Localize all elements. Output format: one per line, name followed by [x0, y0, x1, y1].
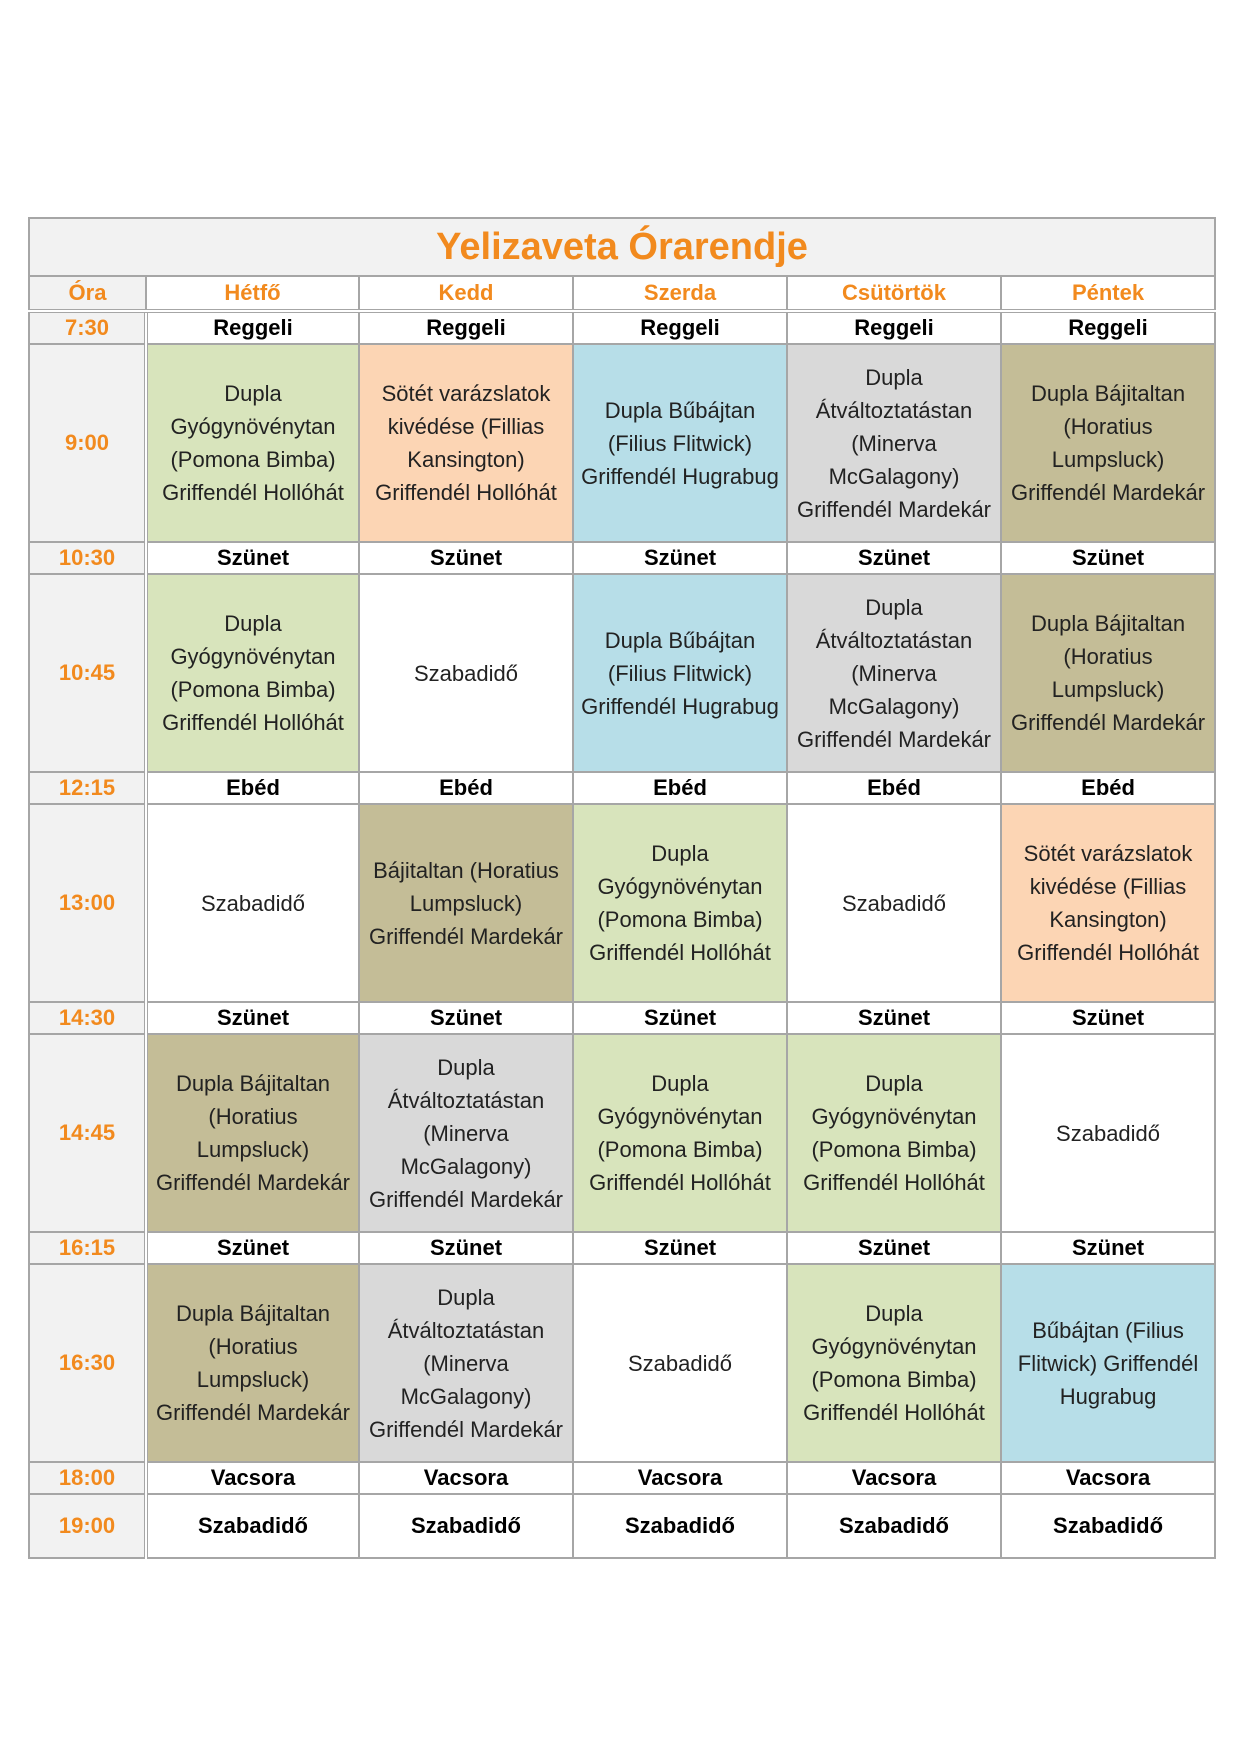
- lesson-cell-tuesday: Szabadidő: [359, 574, 573, 772]
- time-slot: 18:00: [29, 1462, 146, 1494]
- table-row: [29, 804, 1215, 1002]
- time-slot: 12:15: [29, 772, 146, 804]
- break-cell-wednesday: Szünet: [573, 1232, 787, 1264]
- lesson-cell-tuesday: Bájitaltan (Horatius Lumpsluck) Griffendél Mardekár: [359, 804, 573, 1002]
- timetable: [28, 217, 1216, 1559]
- table-row: [29, 772, 1215, 804]
- header-tuesday: Kedd: [359, 276, 573, 311]
- break-cell-monday: Szabadidő: [146, 1494, 359, 1558]
- break-cell-tuesday: Reggeli: [359, 311, 573, 344]
- header-thursday: Csütörtök: [787, 276, 1001, 311]
- break-cell-friday: Vacsora: [1001, 1462, 1215, 1494]
- break-cell-friday: Ebéd: [1001, 772, 1215, 804]
- break-cell-wednesday: Reggeli: [573, 311, 787, 344]
- lesson-cell-wednesday: Dupla Bűbájtan (Filius Flitwick) Griffendél Hugrabug: [573, 574, 787, 772]
- time-slot: 14:45: [29, 1034, 146, 1232]
- break-cell-monday: Reggeli: [146, 311, 359, 344]
- break-cell-thursday: Ebéd: [787, 772, 1001, 804]
- table-row: [29, 311, 1215, 344]
- break-cell-thursday: Szünet: [787, 1232, 1001, 1264]
- break-cell-tuesday: Szünet: [359, 1002, 573, 1034]
- lesson-cell-tuesday: Sötét varázslatok kivédése (Fillias Kansington) Griffendél Hollóhát: [359, 344, 573, 542]
- break-cell-friday: Reggeli: [1001, 311, 1215, 344]
- lesson-cell-wednesday: Dupla Gyógynövénytan (Pomona Bimba) Griffendél Hollóhát: [573, 1034, 787, 1232]
- timetable-body: [29, 311, 1215, 1558]
- break-cell-wednesday: Vacsora: [573, 1462, 787, 1494]
- lesson-cell-thursday: Dupla Gyógynövénytan (Pomona Bimba) Griffendél Hollóhát: [787, 1264, 1001, 1462]
- break-cell-tuesday: Ebéd: [359, 772, 573, 804]
- header-friday: Péntek: [1001, 276, 1215, 311]
- table-row: [29, 344, 1215, 542]
- header-time: Óra: [29, 276, 146, 311]
- break-cell-monday: Vacsora: [146, 1462, 359, 1494]
- header-wednesday: Szerda: [573, 276, 787, 311]
- time-slot: 10:45: [29, 574, 146, 772]
- break-cell-wednesday: Ebéd: [573, 772, 787, 804]
- lesson-cell-friday: Dupla Bájitaltan (Horatius Lumpsluck) Griffendél Mardekár: [1001, 344, 1215, 542]
- time-slot: 16:15: [29, 1232, 146, 1264]
- lesson-cell-monday: Dupla Gyógynövénytan (Pomona Bimba) Griffendél Hollóhát: [146, 574, 359, 772]
- timetable-title: Yelizaveta Órarendje: [29, 218, 1215, 276]
- break-cell-thursday: Vacsora: [787, 1462, 1001, 1494]
- time-slot: 10:30: [29, 542, 146, 574]
- lesson-cell-friday: Sötét varázslatok kivédése (Fillias Kansington) Griffendél Hollóhát: [1001, 804, 1215, 1002]
- header-monday: Hétfő: [146, 276, 359, 311]
- lesson-cell-wednesday: Szabadidő: [573, 1264, 787, 1462]
- break-cell-tuesday: Szünet: [359, 1232, 573, 1264]
- lesson-cell-monday: Dupla Bájitaltan (Horatius Lumpsluck) Griffendél Mardekár: [146, 1264, 359, 1462]
- time-slot: 7:30: [29, 311, 146, 344]
- break-cell-thursday: Reggeli: [787, 311, 1001, 344]
- break-cell-thursday: Szünet: [787, 1002, 1001, 1034]
- lesson-cell-monday: Dupla Bájitaltan (Horatius Lumpsluck) Griffendél Mardekár: [146, 1034, 359, 1232]
- break-cell-tuesday: Vacsora: [359, 1462, 573, 1494]
- break-cell-tuesday: Szünet: [359, 542, 573, 574]
- lesson-cell-thursday: Dupla Átváltoztatástan (Minerva McGalagony) Griffendél Mardekár: [787, 344, 1001, 542]
- break-cell-thursday: Szabadidő: [787, 1494, 1001, 1558]
- lesson-cell-tuesday: Dupla Átváltoztatástan (Minerva McGalagony) Griffendél Mardekár: [359, 1264, 573, 1462]
- lesson-cell-thursday: Dupla Átváltoztatástan (Minerva McGalagony) Griffendél Mardekár: [787, 574, 1001, 772]
- time-slot: 14:30: [29, 1002, 146, 1034]
- break-cell-monday: Szünet: [146, 542, 359, 574]
- time-slot: 16:30: [29, 1264, 146, 1462]
- timetable-header: [29, 218, 1215, 311]
- break-cell-friday: Szünet: [1001, 542, 1215, 574]
- break-cell-monday: Ebéd: [146, 772, 359, 804]
- break-cell-monday: Szünet: [146, 1002, 359, 1034]
- break-cell-wednesday: Szünet: [573, 1002, 787, 1034]
- lesson-cell-thursday: Dupla Gyógynövénytan (Pomona Bimba) Griffendél Hollóhát: [787, 1034, 1001, 1232]
- lesson-cell-friday: Dupla Bájitaltan (Horatius Lumpsluck) Griffendél Mardekár: [1001, 574, 1215, 772]
- lesson-cell-monday: Dupla Gyógynövénytan (Pomona Bimba) Griffendél Hollóhát: [146, 344, 359, 542]
- lesson-cell-tuesday: Dupla Átváltoztatástan (Minerva McGalagony) Griffendél Mardekár: [359, 1034, 573, 1232]
- lesson-cell-thursday: Szabadidő: [787, 804, 1001, 1002]
- break-cell-friday: Szünet: [1001, 1002, 1215, 1034]
- table-row: [29, 1034, 1215, 1232]
- table-row: [29, 574, 1215, 772]
- day-header-row: [29, 276, 1215, 311]
- table-row: [29, 542, 1215, 574]
- lesson-cell-wednesday: Dupla Bűbájtan (Filius Flitwick) Griffendél Hugrabug: [573, 344, 787, 542]
- title-row: [29, 218, 1215, 276]
- time-slot: 13:00: [29, 804, 146, 1002]
- time-slot: 9:00: [29, 344, 146, 542]
- break-cell-wednesday: Szünet: [573, 542, 787, 574]
- break-cell-friday: Szünet: [1001, 1232, 1215, 1264]
- time-slot: 19:00: [29, 1494, 146, 1558]
- break-cell-tuesday: Szabadidő: [359, 1494, 573, 1558]
- break-cell-friday: Szabadidő: [1001, 1494, 1215, 1558]
- table-row: [29, 1494, 1215, 1558]
- break-cell-wednesday: Szabadidő: [573, 1494, 787, 1558]
- lesson-cell-wednesday: Dupla Gyógynövénytan (Pomona Bimba) Griffendél Hollóhát: [573, 804, 787, 1002]
- table-row: [29, 1002, 1215, 1034]
- lesson-cell-friday: Bűbájtan (Filius Flitwick) Griffendél Hugrabug: [1001, 1264, 1215, 1462]
- table-row: [29, 1264, 1215, 1462]
- lesson-cell-monday: Szabadidő: [146, 804, 359, 1002]
- table-row: [29, 1232, 1215, 1264]
- break-cell-monday: Szünet: [146, 1232, 359, 1264]
- break-cell-thursday: Szünet: [787, 542, 1001, 574]
- lesson-cell-friday: Szabadidő: [1001, 1034, 1215, 1232]
- table-row: [29, 1462, 1215, 1494]
